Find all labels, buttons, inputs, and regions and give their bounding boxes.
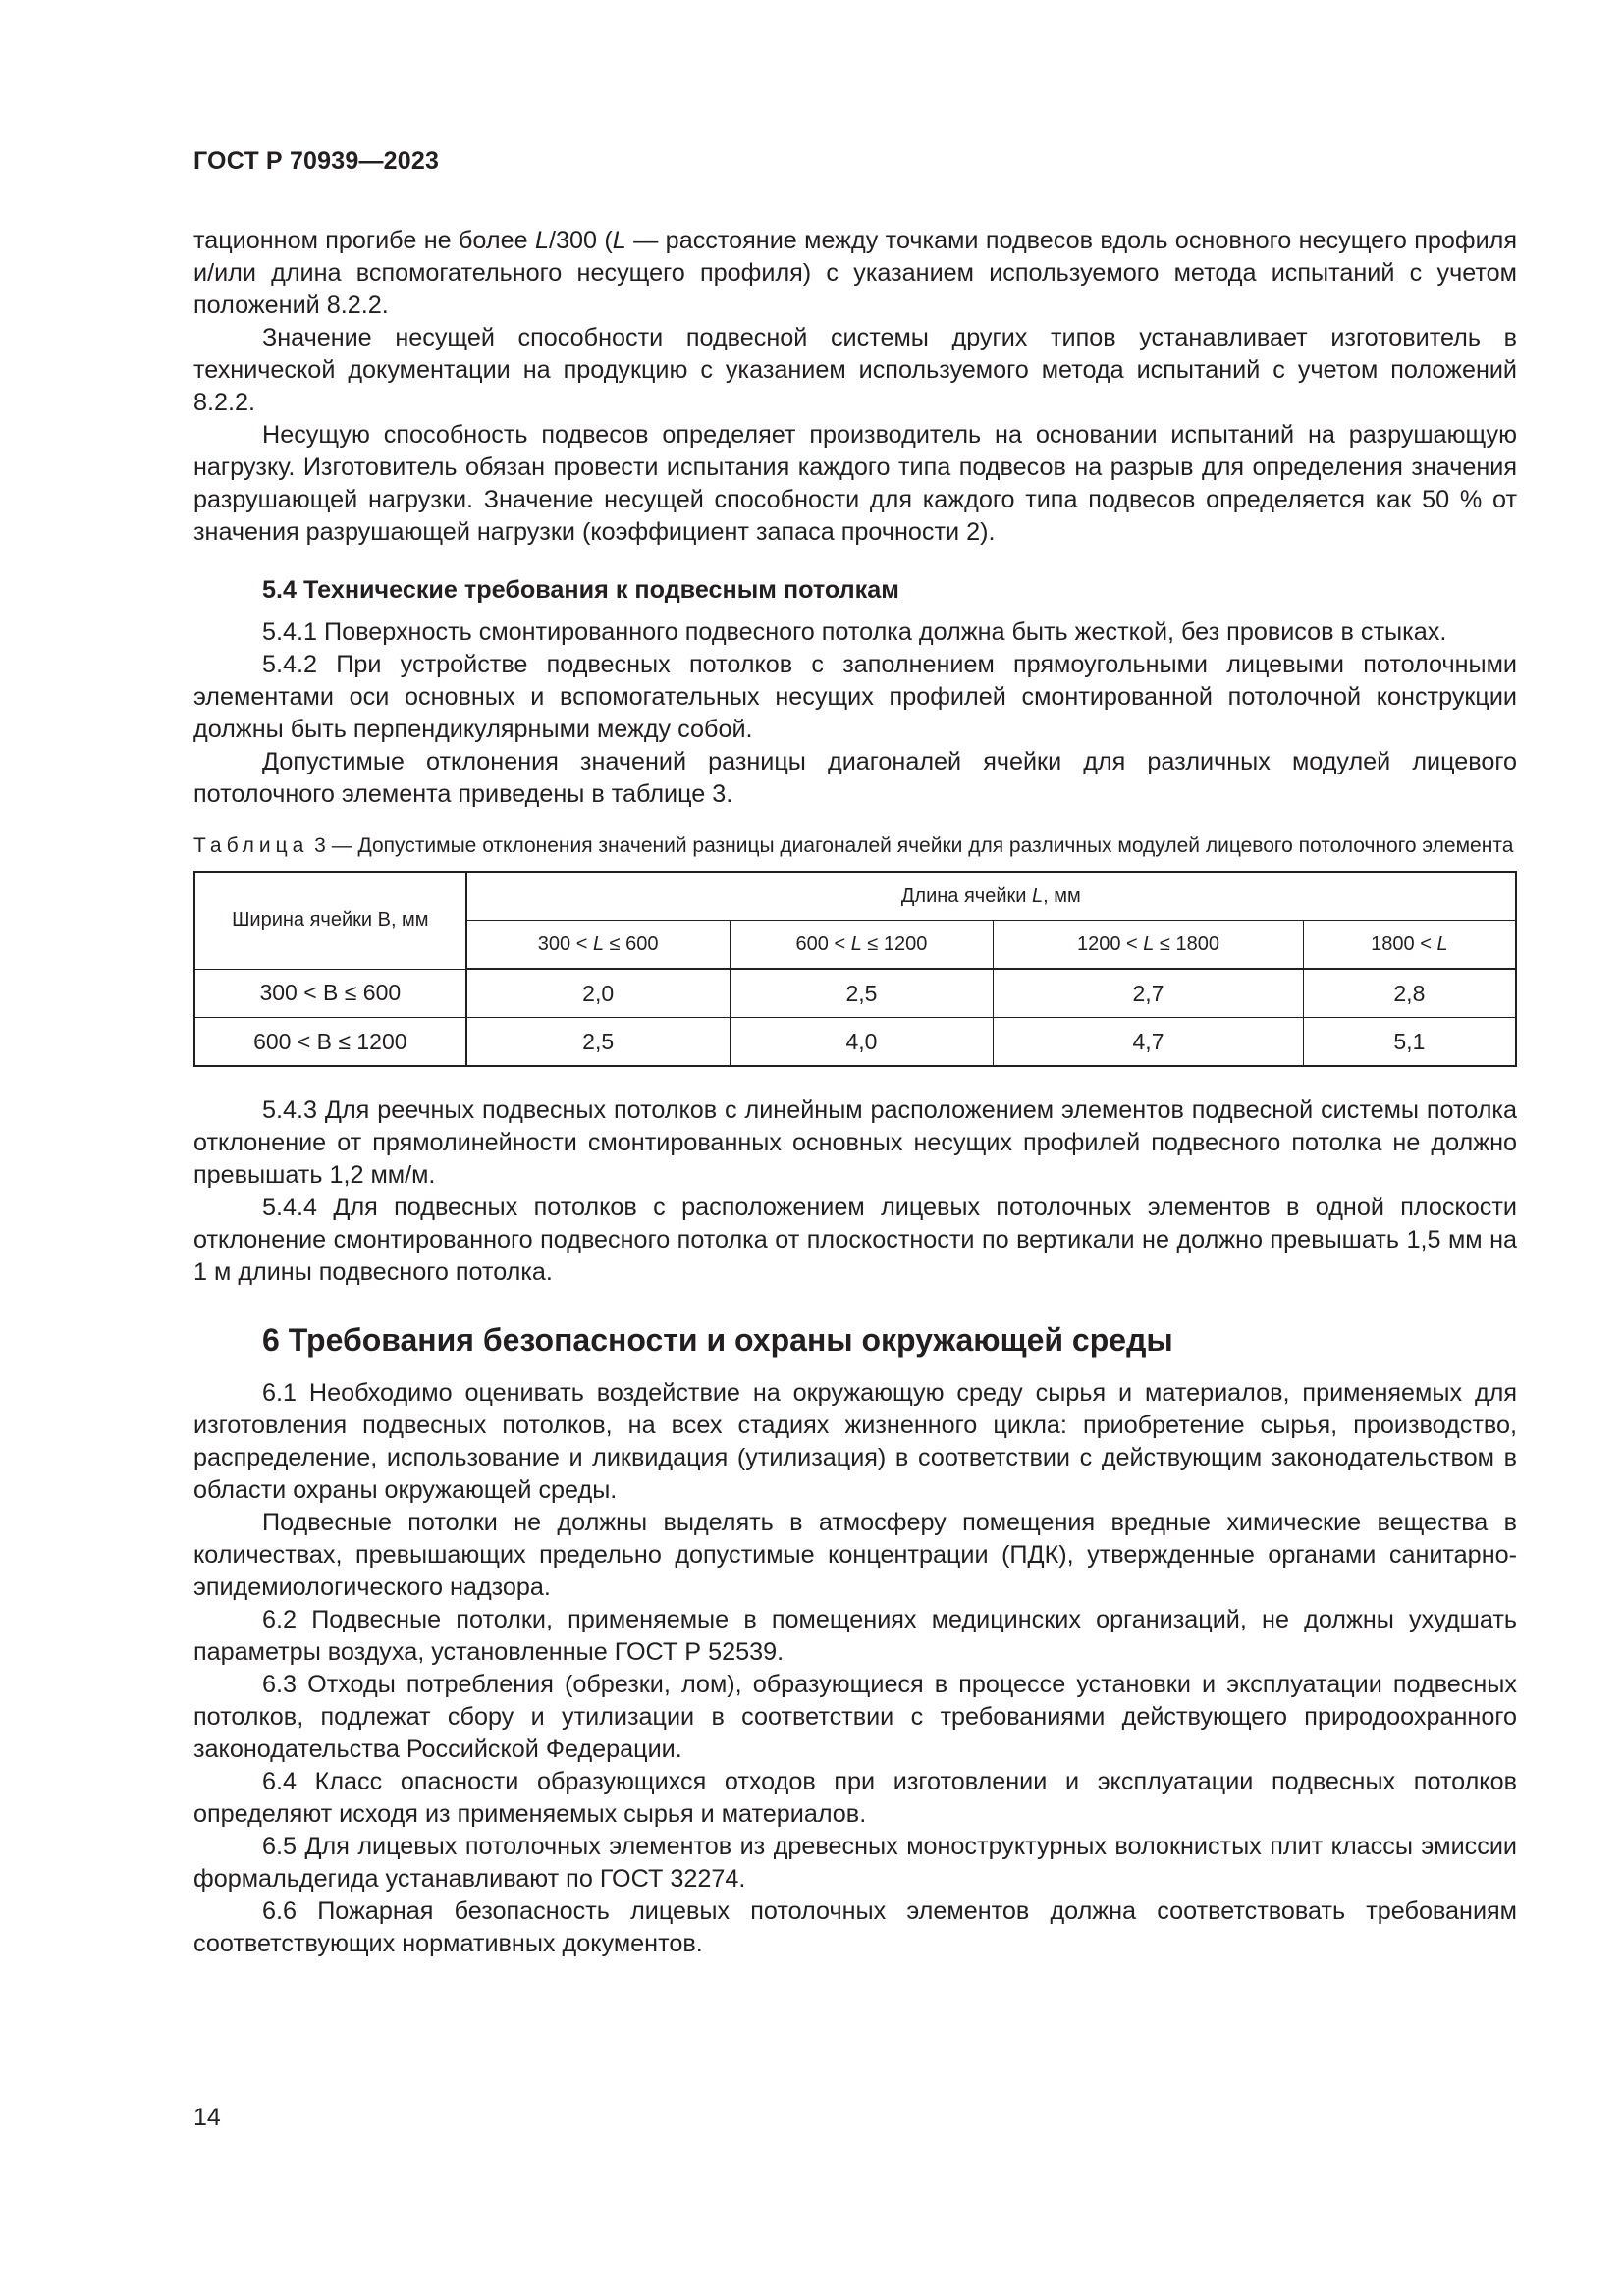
paragraph-6-6: 6.6 Пожарная безопасность лицевых потолочных элементов должна соответствовать требованиям соответствующих нормативных документов.	[193, 1897, 1517, 1957]
subsection-title-5-4: 5.4 Технические требования к подвесным потолкам	[262, 576, 899, 604]
table-cell: 2,0	[466, 969, 731, 1018]
table-3	[193, 871, 1517, 1067]
document-header: ГОСТ Р 70939—2023	[193, 147, 440, 175]
table-row-header: 600 < B ≤ 1200	[194, 1018, 466, 1067]
table-cell: 2,8	[1303, 969, 1516, 1018]
paragraph-5-4-4: 5.4.4 Для подвесных потолков с расположением лицевых потолочных элементов в одной плоскости отклонение смонтированного подвесного потолка от плоскостности по вертикали не должно превышать 1,5 мм на 1 м длины подвесного потолка.	[193, 1194, 1517, 1286]
paragraph-6-1: 6.1 Необходимо оценивать воздействие на окружающую среду сырья и материалов, применяемых для изготовления подвесных потолков, на всех стадиях жизненного цикла: приобретение сырья, производство, распределение, использование и ликвидация (утилизация) в соответствии с действующим законодательством в области охраны окружающей среды.	[193, 1379, 1517, 1504]
paragraph-continued: тационном прогибе не более L/300 (L — расстояние между точками подвесов вдоль основного несущего профиля и/или длина вспомогательного несущего профиля) с указанием используемого метода испытаний с учетом положений 8.2.2.	[193, 227, 1517, 319]
paragraph: Несущую способность подвесов определяет производитель на основании испытаний на разрушающую нагрузку. Изготовитель обязан провести испытания каждого типа подвесов на разрыв для определения значения разрушающей нагрузки. Значение несущей способности для каждого типа подвесов определяется как 50 % от значения разрушающей нагрузки (коэффициент запаса прочности 2).	[193, 421, 1517, 546]
table-corner-header: Ширина ячейки В, мм	[194, 872, 466, 969]
table-row-header: 300 < B ≤ 600	[194, 969, 466, 1018]
table-cell: 2,7	[994, 969, 1304, 1018]
table-caption-word: Таблица	[193, 834, 309, 857]
paragraph-6-2: 6.2 Подвесные потолки, применяемые в помещениях медицинских организаций, не должны ухудшать параметры воздуха, установленные ГОСТ Р 52539.	[193, 1606, 1517, 1666]
paragraph-5-4-3: 5.4.3 Для реечных подвесных потолков с линейным расположением элементов подвесной системы потолка отклонение от прямолинейности смонтированных основных несущих профилей подвесного потолка не должно превышать 1,2 мм/м.	[193, 1096, 1517, 1189]
table-cell: 5,1	[1303, 1018, 1516, 1067]
paragraph-table-ref: Допустимые отклонения значений разницы диагоналей ячейки для различных модулей лицевого потолочного элемента приведены в таблице 3.	[193, 748, 1517, 808]
table-cell: 2,5	[466, 1018, 731, 1067]
table-caption	[193, 832, 1517, 859]
table-column-header: 600 < L ≤ 1200	[730, 921, 994, 970]
table-cell: 4,7	[994, 1018, 1304, 1067]
table-caption-text: 3 — Допустимые отклонения значений разницы диагоналей ячейки для различных модулей лицевого потолочного элемента	[308, 834, 1514, 857]
paragraph-6-3: 6.3 Отходы потребления (обрезки, лом), образующиеся в процессе установки и эксплуатации подвесных потолков, подлежат сбору и утилизации в соответствии с требованиями действующего природоохранного законодательства Российской Федерации.	[193, 1671, 1517, 1763]
paragraph-5-4-2: 5.4.2 При устройстве подвесных потолков с заполнением прямоугольными лицевыми потолочными элементами оси основных и вспомогательных несущих профилей смонтированной потолочной конструкции должны быть перпендикулярными между собой.	[193, 651, 1517, 743]
table-row	[194, 969, 1516, 1018]
table-column-header: 1200 < L ≤ 1800	[994, 921, 1304, 970]
table-cell: 4,0	[730, 1018, 994, 1067]
paragraph-6-5: 6.5 Для лицевых потолочных элементов из древесных моноструктурных волокнистых плит классы эмиссии формальдегида устанавливают по ГОСТ 32274.	[193, 1833, 1517, 1893]
paragraph-5-4-1: 5.4.1 Поверхность смонтированного подвесного потолка должна быть жесткой, без провисов в стыках.	[262, 618, 1447, 646]
table-row	[194, 1018, 1516, 1067]
paragraph-6-4: 6.4 Класс опасности образующихся отходов при изготовлении и эксплуатации подвесных потолков определяют исходя из применяемых сырья и материалов.	[193, 1768, 1517, 1828]
page-number: 14	[193, 2104, 221, 2131]
paragraph: Значение несущей способности подвесной системы других типов устанавливает изготовитель в технической документации на продукцию с указанием используемого метода испытаний с учетом положений 8.2.2.	[193, 324, 1517, 416]
table-column-header: 1800 < L	[1303, 921, 1516, 970]
section-title-6: 6 Требования безопасности и охраны окружающей среды	[262, 1322, 1173, 1358]
table-cell: 2,5	[730, 969, 994, 1018]
paragraph: Подвесные потолки не должны выделять в атмосферу помещения вредные химические вещества в количествах, превышающих предельно допустимые концентрации (ПДК), утвержденные органами санитарно-эпидемиологического надзора.	[193, 1509, 1517, 1601]
table-group-header: Длина ячейки L, мм	[466, 872, 1516, 921]
table-column-header: 300 < L ≤ 600	[466, 921, 731, 970]
body-text	[193, 225, 1517, 1960]
